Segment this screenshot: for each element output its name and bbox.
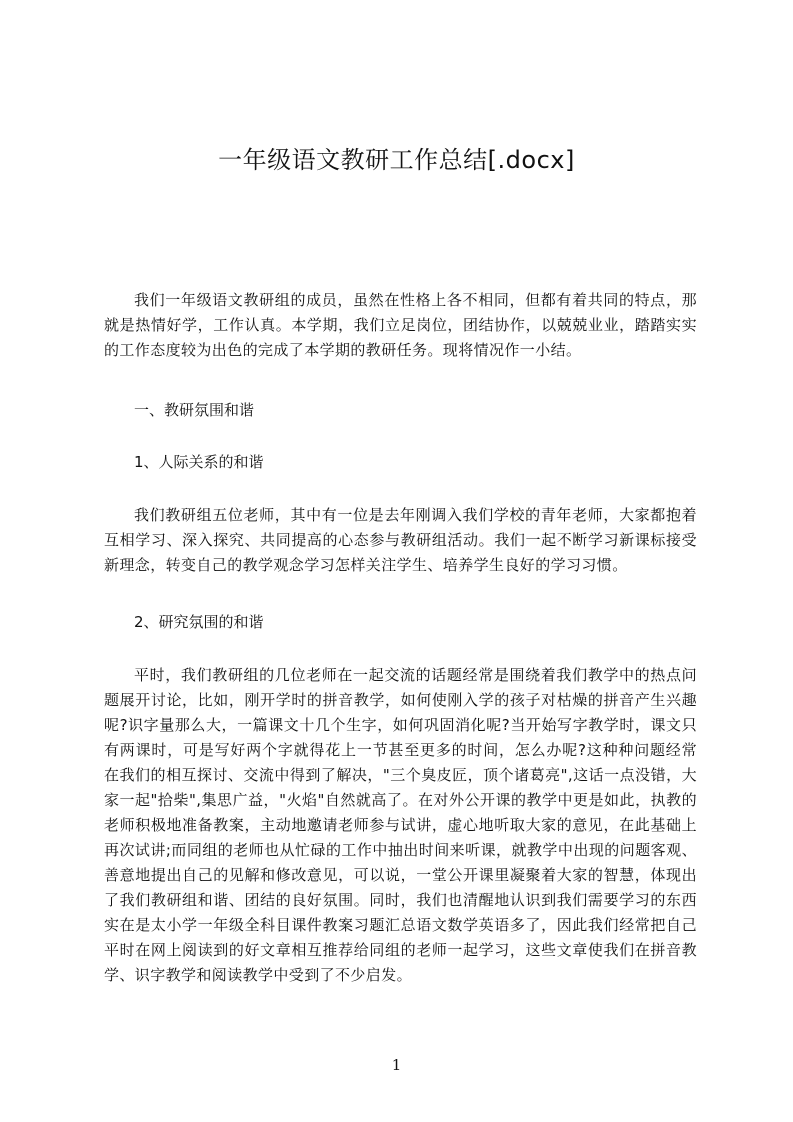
page-number: 1 <box>391 1056 402 1074</box>
subsection-heading-research: 2、研究氛围的和谐 <box>134 613 264 631</box>
research-paragraph: 平时，我们教研组的几位老师在一起交流的话题经常是围绕着我们教学中的热点问题展开讨论，比如，刚开学时的拼音教学，如何使刚入学的孩子对枯燥的拼音产生兴趣呢?识字量那么大，一篇课文十几个生字，如何巩固消化呢?当开始写字教学时，课文只有两课时，可是写好两个字就得花上一节甚至更多的时间，怎么办呢?这种种问题经常在我们的相互探讨、交流中得到了解决，"三个臭皮匠，顶个诸葛亮",这话一点没错，大家一起"拾柴",集思广益，"火焰"自然就高了。在对外公开课的教学中更是如此，执教的老师积极地准备教案，主动地邀请老师参与试讲，虚心地听取大家的意见，在此基础上再次试讲;而同组的老师也从忙碌的工作中抽出时间来听课，就教学中出现的问题客观、善意地提出自己的见解和修改意见，可以说，一堂公开课里凝聚着大家的智慧，体现出了我们教研组和谐、团结的良好氛围。同时，我们也清醒地认识到我们需要学习的东西实在是太小学一年级全科目课件教案习题汇总语文数学英语多了，因此我们经常把自己平时在网上阅读到的好文章相互推荐给同组的老师一起学习，这些文章使我们在拼音教学、识字教学和阅读教学中受到了不少启发。 <box>104 666 697 984</box>
document-title: 一年级语文教研工作总结[.docx] <box>218 146 575 174</box>
intro-paragraph: 我们一年级语文教研组的成员，虽然在性格上各不相同，但都有着共同的特点，那就是热情好学，工作认真。本学期，我们立足岗位，团结协作，以兢兢业业，踏踏实实的工作态度较为出色的完成了本学期的教研任务。现将情况作一小结。 <box>104 291 697 359</box>
section-heading-atmosphere: 一、教研氛围和谐 <box>134 401 255 419</box>
relations-paragraph: 我们教研组五位老师，其中有一位是去年刚调入我们学校的青年老师，大家都抱着互相学习、深入探究、共同提高的心态参与教研组活动。我们一起不断学习新课标接受新理念，转变自己的教学观念学习怎样关注学生、培养学生良好的学习习惯。 <box>104 506 697 574</box>
subsection-heading-relations: 1、人际关系的和谐 <box>134 453 264 471</box>
